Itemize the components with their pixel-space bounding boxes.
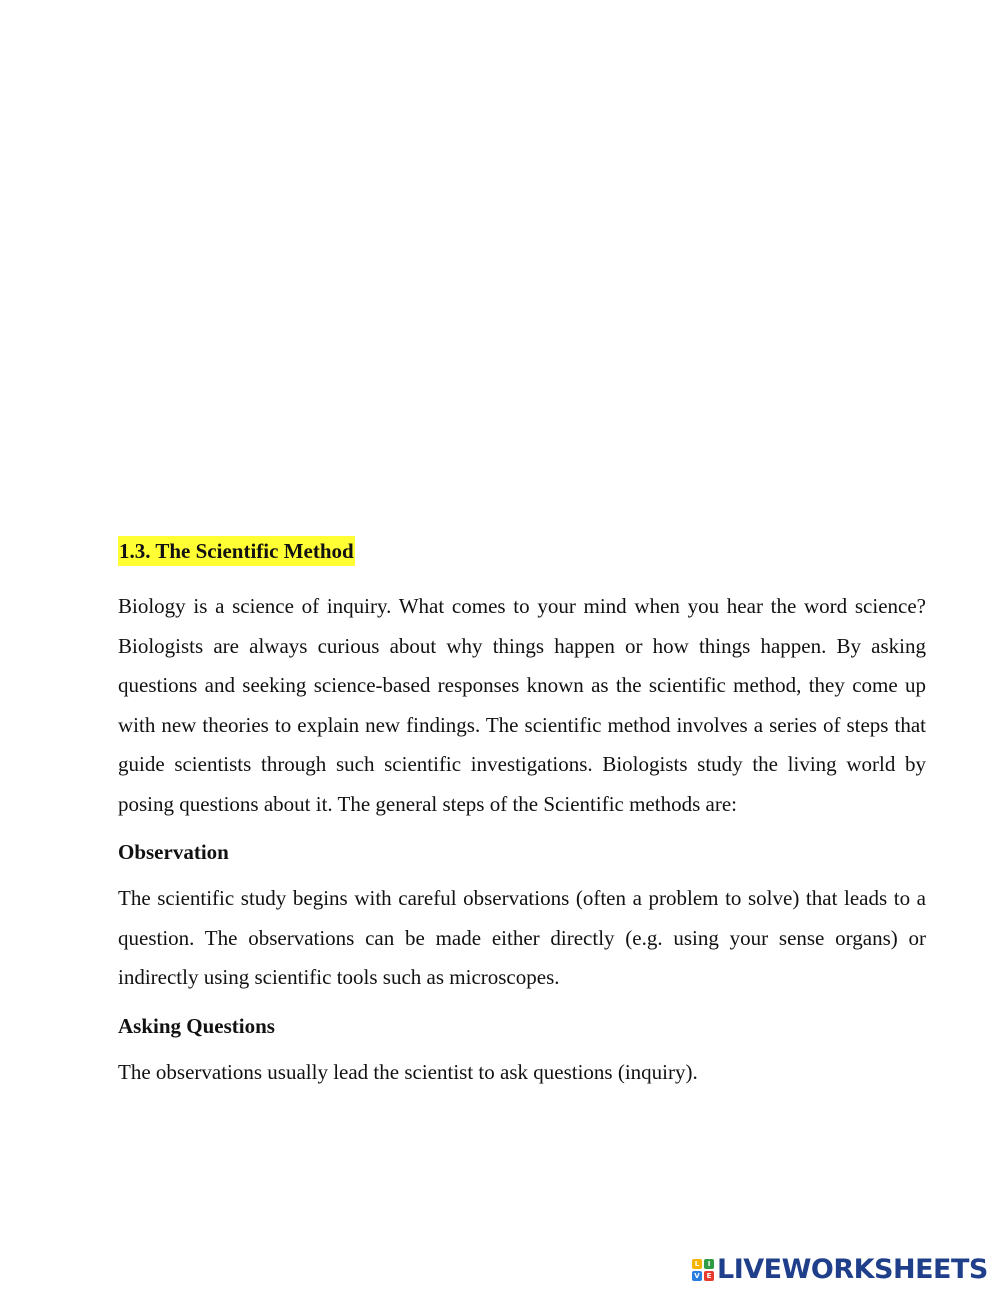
logo-mark-tile: V (692, 1271, 702, 1281)
observation-paragraph: The scientific study begins with careful observations (often a problem to solve) that leads to a question. The observations can be made either directly (e.g. using your sense organs) or indirectly using scientific tools such as microscopes. (118, 886, 926, 989)
asking-questions-heading: Asking Questions (118, 1013, 275, 1038)
liveworksheets-logo[interactable] (692, 1256, 988, 1284)
document-content (118, 536, 926, 1092)
section-heading: 1.3. The Scientific Method (118, 536, 355, 566)
observation-heading: Observation (118, 840, 229, 864)
liveworksheets-logo-icon (692, 1259, 714, 1281)
logo-mark-tile: E (704, 1271, 714, 1281)
logo-mark-tile: L (692, 1259, 702, 1269)
logo-mark-tile: I (704, 1259, 714, 1269)
logo-text: LIVEWORKSHEETS (717, 1254, 988, 1285)
asking-questions-paragraph: The observations usually lead the scientist to ask questions (inquiry). (118, 1059, 698, 1084)
intro-paragraph: Biology is a science of inquiry. What comes to your mind when you hear the word science? Biologists are always curious about why things happen or how things happen. By asking questions and seeking science-based responses known as the scientific method, they come up with new theories to explain new findings. The scientific method involves a series of steps that guide scientists through such scientific investigations. Biologists study the living world by posing questions about it. The general steps of the Scientific methods are: (118, 594, 926, 816)
